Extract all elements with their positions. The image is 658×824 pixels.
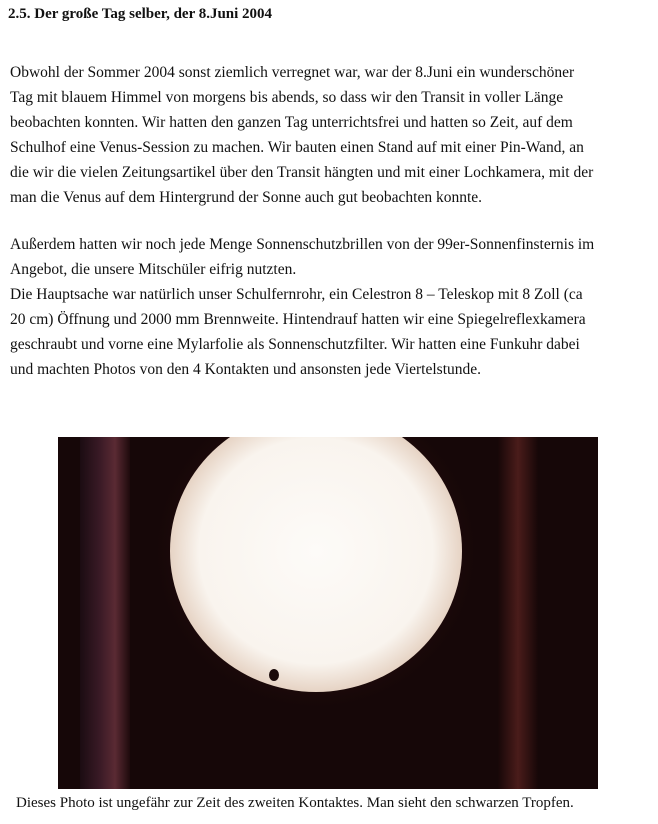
transit-photo bbox=[58, 437, 598, 789]
paragraph-telescope bbox=[10, 282, 650, 382]
text-line: Die Hauptsache war natürlich unser Schulfernrohr, ein Celestron 8 – Teleskop mit 8 Zoll (ca bbox=[10, 286, 583, 303]
text-line: Schulhof eine Venus-Session zu machen. Wir bauten einen Stand auf mit einer Pin-Wand, an bbox=[10, 139, 584, 156]
transit-photo-image bbox=[58, 437, 598, 789]
text-line: Tag mit blauem Himmel von morgens bis abends, so dass wir den Transit in voller Länge bbox=[10, 89, 564, 106]
text-line: und machten Photos von den 4 Kontakten und ansonsten jede Viertelstunde. bbox=[10, 361, 482, 378]
light-band-right bbox=[498, 437, 538, 789]
venus-disk bbox=[269, 669, 279, 681]
text-line: geschraubt und vorne eine Mylarfolie als Sonnenschutzfilter. Wir hatten eine Funkuhr dabei bbox=[10, 336, 580, 353]
text-line: Obwohl der Sommer 2004 sonst ziemlich verregnet war, war der 8.Juni ein wunderschöner bbox=[10, 64, 575, 81]
text-line: Außerdem hatten wir noch jede Menge Sonnenschutzbrillen von der 99er-Sonnenfinsternis im bbox=[10, 236, 595, 253]
paragraph-sunglasses bbox=[10, 232, 650, 282]
paragraph-intro bbox=[10, 60, 650, 210]
text-line: beobachten konnten. Wir hatten den ganzen Tag unterrichtsfrei und hatten so Zeit, auf dem bbox=[10, 114, 573, 131]
text-line: man die Venus auf dem Hintergrund der Sonne auch gut beobachten konnte. bbox=[10, 189, 483, 206]
text-line: 20 cm) Öffnung und 2000 mm Brennweite. Hintendrauf hatten wir eine Spiegelreflexkamera bbox=[10, 311, 586, 328]
text-line: die wir die vielen Zeitungsartikel über den Transit hängten und mit einer Lochkamera, mit der bbox=[10, 164, 594, 181]
photo-caption: Dieses Photo ist ungefähr zur Zeit des zweiten Kontaktes. Man sieht den schwarzen Tropfen. bbox=[16, 795, 574, 811]
text-line: Angebot, die unsere Mitschüler eifrig nutzten. bbox=[10, 261, 297, 278]
section-heading: 2.5. Der große Tag selber, der 8.Juni 2004 bbox=[8, 6, 273, 22]
light-band-left bbox=[80, 437, 130, 789]
